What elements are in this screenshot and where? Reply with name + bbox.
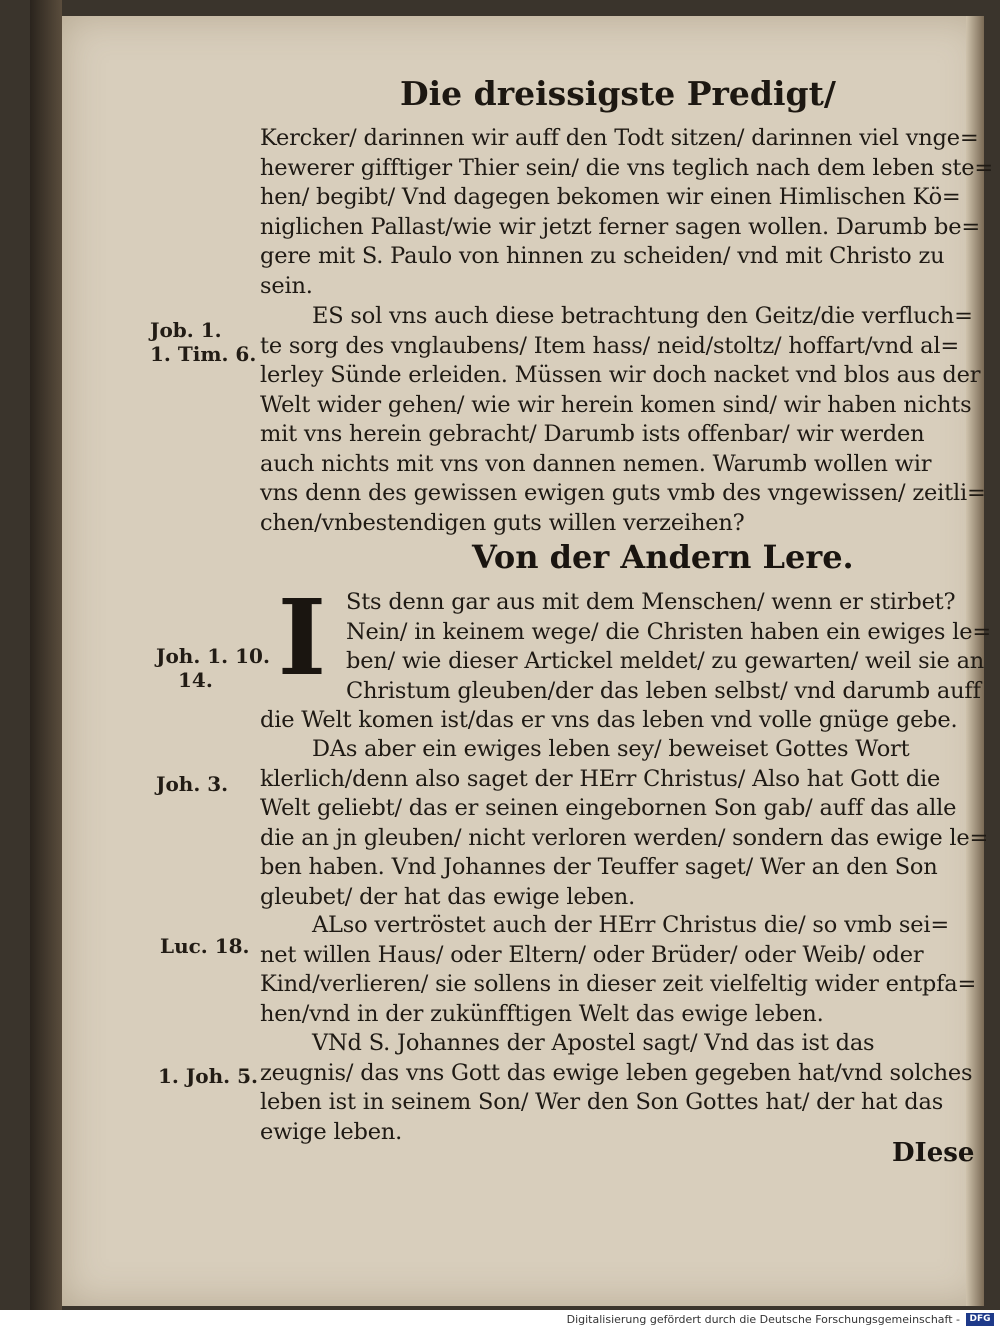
- text-line: lerley Sünde erleiden. Müssen wir doch nacket vnd blos aus der: [260, 362, 981, 388]
- paragraph-3-full: [260, 706, 976, 736]
- catchword: DIese: [892, 1138, 975, 1168]
- text-line: DAs aber ein ewiges leben sey/ beweiset Gottes Wort: [312, 736, 910, 762]
- text-line: niglichen Pallast/wie wir jetzt ferner sagen wollen. Darumb be=: [260, 213, 981, 240]
- text-line: Nein/ in keinem wege/ die Christen haben ein ewiges le=: [346, 618, 991, 645]
- book-spine: [30, 0, 62, 1310]
- funding-credit: Digitalisierung gefördert durch die Deutsche Forschungsgemeinschaft -: [566, 1313, 960, 1326]
- footer-bar: [0, 1310, 1000, 1330]
- paragraph-6: [260, 1029, 976, 1147]
- text-line: ben haben. Vnd Johannes der Teuffer saget/ Wer an den Son: [260, 854, 938, 880]
- text-line: die Welt komen ist/das er vns das leben vnd volle gnüge gebe.: [260, 707, 958, 733]
- text-line: vns denn des gewissen ewigen guts vmb des vngewissen/ zeitli=: [260, 480, 986, 506]
- text-line: Welt wider gehen/ wie wir herein komen sind/ wir haben nichts: [260, 391, 972, 418]
- text-line: ben/ wie dieser Artickel meldet/ zu gewarten/ weil sie an: [346, 648, 985, 674]
- text-line: net willen Haus/ oder Eltern/ oder Brüder/ oder Weib/ oder: [260, 941, 924, 968]
- marginal-note-1joh-5: 1. Joh. 5.: [158, 1064, 258, 1088]
- text-line: leben ist in seinem Son/ Wer den Son Gottes hat/ der hat das: [260, 1089, 944, 1115]
- text-line: auch nichts mit vns von dannen nemen. Warumb wollen wir: [260, 450, 932, 477]
- paragraph-2: [260, 302, 986, 538]
- text-line: gere mit S. Paulo von hinnen zu scheiden/ vnd mit Christo zu: [260, 243, 945, 269]
- text-line: Welt geliebt/ das er seinen eingebornen Son gab/ auff das alle: [260, 795, 957, 821]
- text-line: Kercker/ darinnen wir auff den Todt sitzen/ darinnen viel vnge=: [260, 125, 979, 151]
- text-line: zeugnis/ das vns Gott das ewige leben gegeben hat/vnd solches: [260, 1059, 973, 1086]
- text-line: ALso vertröstet auch der HErr Christus die/ so vmb sei=: [312, 912, 949, 938]
- section-heading: Von der Andern Lere.: [472, 538, 854, 576]
- text-line: hen/ begibt/ Vnd dagegen bekomen wir einen Himlischen Kö=: [260, 184, 961, 210]
- dfg-logo: DFG: [966, 1313, 994, 1326]
- text-line: chen/vnbestendigen guts willen verzeihen?: [260, 509, 745, 536]
- text-line: Kind/verlieren/ sie sollens in dieser zeit vielfeltig wider entpfa=: [260, 971, 977, 997]
- text-line: Sts denn gar aus mit dem Menschen/ wenn er stirbet?: [346, 589, 956, 615]
- paragraph-4: [260, 735, 989, 912]
- text-line: gleubet/ der hat das ewige leben.: [260, 883, 636, 910]
- text-line: ES sol vns auch diese betrachtung den Geitz/die verfluch=: [312, 303, 973, 329]
- text-line: die an jn gleuben/ nicht verloren werden/ sondern das ewige le=: [260, 824, 989, 851]
- marginal-note-joh-3: Joh. 3.: [156, 772, 229, 796]
- marginal-note-joh-14: 14.: [178, 668, 213, 692]
- text-line: VNd S. Johannes der Apostel sagt/ Vnd das ist das: [312, 1030, 875, 1056]
- page-header: Die dreissigste Predigt/: [400, 74, 836, 113]
- text-line: sein.: [260, 272, 313, 299]
- marginal-note-luc-18: Luc. 18.: [160, 934, 250, 958]
- marginal-note-tim-6: 1. Tim. 6.: [150, 342, 257, 366]
- text-line: ewige leben.: [260, 1118, 403, 1145]
- marginal-note-job-1: Job. 1.: [150, 318, 222, 342]
- paragraph-3-indented: [346, 588, 991, 706]
- text-line: Christum gleuben/der das leben selbst/ vnd darumb auff: [346, 677, 981, 704]
- text-line: mit vns herein gebracht/ Darumb ists offenbar/ wir werden: [260, 421, 925, 447]
- text-line: hen/vnd in der zukünfftigen Welt das ewige leben.: [260, 1000, 824, 1027]
- text-line: te sorg des vnglaubens/ Item hass/ neid/stoltz/ hoffart/vnd al=: [260, 332, 960, 359]
- text-line: hewerer gifftiger Thier sein/ die vns teglich nach dem leben ste=: [260, 154, 994, 181]
- marginal-note-joh-1-10: Joh. 1. 10.: [156, 644, 270, 668]
- paragraph-1: [260, 124, 994, 301]
- paragraph-5: [260, 911, 976, 1029]
- text-line: klerlich/denn also saget der HErr Christus/ Also hat Gott die: [260, 765, 941, 792]
- decorated-initial: I: [277, 576, 327, 699]
